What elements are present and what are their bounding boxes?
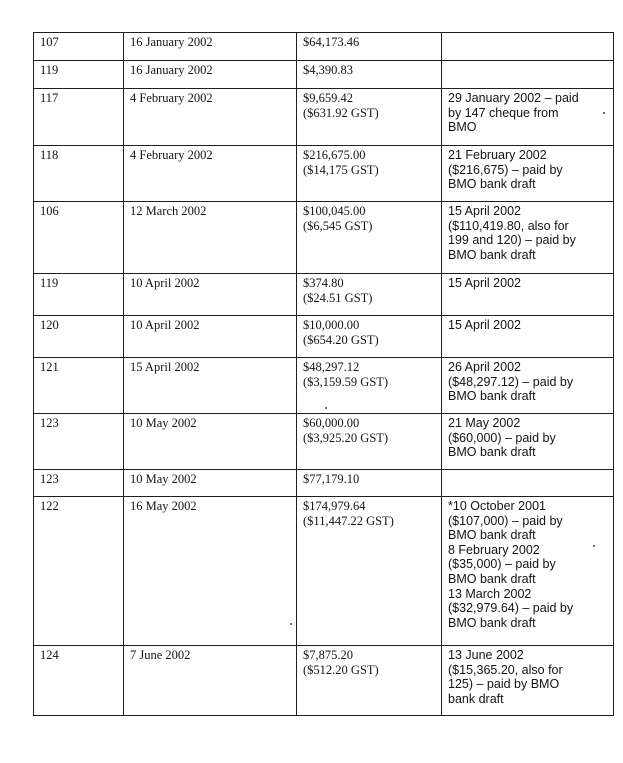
invoice-number-cell: 122 <box>34 497 124 646</box>
payment-line: BMO bank draft <box>448 445 536 460</box>
amount-gst: ($14,175 GST) <box>303 162 379 177</box>
payment-line: *10 October 2001 <box>448 499 546 513</box>
payment-line: BMO bank draft <box>448 247 536 262</box>
table-row <box>34 33 614 61</box>
amount-cell <box>297 89 442 146</box>
payment-line: 15 April 2002 <box>448 276 521 290</box>
payment-line: bank draft <box>448 691 504 706</box>
invoice-date-cell: 10 April 2002 <box>124 316 297 358</box>
amount-gst: ($11,447.22 GST) <box>303 513 394 528</box>
invoice-date-cell: 10 May 2002 <box>124 470 297 497</box>
amount-total: $100,045.00 <box>303 204 366 218</box>
invoice-number-cell: 121 <box>34 358 124 414</box>
payment-line: ($216,675) – paid by <box>448 162 563 177</box>
payment-line: ($110,419.80, also for <box>448 218 569 233</box>
table-row <box>34 146 614 202</box>
payment-details-cell <box>442 274 614 316</box>
amount-cell <box>297 414 442 470</box>
amount-cell <box>297 33 442 61</box>
payment-line: ($32,979.64) – paid by <box>448 601 574 616</box>
amount-cell <box>297 61 442 89</box>
scan-speck <box>325 407 327 409</box>
payment-details-cell <box>442 358 614 414</box>
payment-line: BMO bank draft <box>448 571 536 586</box>
invoice-date-cell: 16 January 2002 <box>124 61 297 89</box>
amount-total: $77,179.10 <box>303 472 360 486</box>
table-row <box>34 61 614 89</box>
payment-line: ($48,297.12) – paid by <box>448 374 574 389</box>
payment-line: ($35,000) – paid by <box>448 557 556 572</box>
scan-speck <box>603 112 605 114</box>
scan-speck <box>593 545 595 547</box>
invoice-date-cell: 10 May 2002 <box>124 414 297 470</box>
payment-line: 26 April 2002 <box>448 360 521 374</box>
table-row <box>34 497 614 646</box>
payment-line: 13 March 2002 <box>448 586 532 601</box>
payment-line: 125) – paid by BMO <box>448 677 560 692</box>
invoice-number-cell: 119 <box>34 274 124 316</box>
scan-speck <box>290 623 292 625</box>
payment-line: BMO bank draft <box>448 615 536 630</box>
payment-details-cell <box>442 146 614 202</box>
payment-line: 15 April 2002 <box>448 204 521 218</box>
table-body <box>34 33 614 716</box>
amount-gst: ($3,925.20 GST) <box>303 430 389 445</box>
invoice-date-cell: 4 February 2002 <box>124 146 297 202</box>
table-row <box>34 414 614 470</box>
payment-line: 21 February 2002 <box>448 148 547 162</box>
invoice-date-cell: 12 March 2002 <box>124 202 297 274</box>
payment-line: BMO bank draft <box>448 528 536 543</box>
payment-details-cell <box>442 61 614 89</box>
amount-gst: ($3,159.59 GST) <box>303 374 389 389</box>
invoice-date-cell: 16 January 2002 <box>124 33 297 61</box>
amount-cell <box>297 470 442 497</box>
payment-details-cell <box>442 89 614 146</box>
payment-details-cell <box>442 316 614 358</box>
table-row <box>34 358 614 414</box>
amount-gst: ($6,545 GST) <box>303 218 373 233</box>
amount-total: $60,000.00 <box>303 416 360 430</box>
invoice-number-cell: 118 <box>34 146 124 202</box>
amount-total: $64,173.46 <box>303 35 360 49</box>
table-row <box>34 89 614 146</box>
payment-line: 13 June 2002 <box>448 648 524 662</box>
payment-line: 29 January 2002 – paid <box>448 91 579 105</box>
payment-line: ($60,000) – paid by <box>448 430 556 445</box>
amount-gst: ($631.92 GST) <box>303 105 379 120</box>
payment-line: 15 April 2002 <box>448 318 521 332</box>
amount-cell <box>297 497 442 646</box>
table-row <box>34 274 614 316</box>
payment-line: by 147 cheque from <box>448 105 559 120</box>
table-row <box>34 646 614 716</box>
amount-total: $7,875.20 <box>303 648 353 662</box>
amount-total: $374.80 <box>303 276 344 290</box>
payment-line: BMO <box>448 120 477 135</box>
invoice-date-cell: 16 May 2002 <box>124 497 297 646</box>
amount-total: $174,979.64 <box>303 499 366 513</box>
table-row <box>34 202 614 274</box>
invoice-number-cell: 124 <box>34 646 124 716</box>
table-row <box>34 470 614 497</box>
amount-cell <box>297 646 442 716</box>
invoice-number-cell: 117 <box>34 89 124 146</box>
payment-line: BMO bank draft <box>448 177 536 192</box>
invoice-number-cell: 120 <box>34 316 124 358</box>
payment-details-cell <box>442 202 614 274</box>
invoice-number-cell: 123 <box>34 470 124 497</box>
invoice-date-cell: 10 April 2002 <box>124 274 297 316</box>
payment-details-cell <box>442 414 614 470</box>
payment-details-cell <box>442 33 614 61</box>
amount-cell <box>297 316 442 358</box>
amount-cell <box>297 202 442 274</box>
invoice-number-cell: 106 <box>34 202 124 274</box>
amount-gst: ($512.20 GST) <box>303 662 379 677</box>
amount-cell <box>297 274 442 316</box>
amount-total: $10,000.00 <box>303 318 360 332</box>
amount-total: $4,390.83 <box>303 63 353 77</box>
payment-line: BMO bank draft <box>448 389 536 404</box>
payment-line: ($15,365.20, also for <box>448 662 563 677</box>
amount-gst: ($24.51 GST) <box>303 290 373 305</box>
invoice-date-cell: 4 February 2002 <box>124 89 297 146</box>
invoice-number-cell: 107 <box>34 33 124 61</box>
invoice-number-cell: 119 <box>34 61 124 89</box>
payment-line: ($107,000) – paid by <box>448 513 563 528</box>
payment-details-cell <box>442 497 614 646</box>
amount-cell <box>297 358 442 414</box>
payment-details-cell <box>442 470 614 497</box>
invoice-payment-table <box>33 32 614 716</box>
invoice-date-cell: 7 June 2002 <box>124 646 297 716</box>
payment-details-cell <box>442 646 614 716</box>
table-row <box>34 316 614 358</box>
amount-gst: ($654.20 GST) <box>303 332 379 347</box>
amount-total: $48,297.12 <box>303 360 360 374</box>
invoice-number-cell: 123 <box>34 414 124 470</box>
payment-line: 199 and 120) – paid by <box>448 233 576 248</box>
payment-line: 21 May 2002 <box>448 416 521 430</box>
invoice-date-cell: 15 April 2002 <box>124 358 297 414</box>
amount-total: $9,659.42 <box>303 91 353 105</box>
payment-line: 8 February 2002 <box>448 542 540 557</box>
amount-total: $216,675.00 <box>303 148 366 162</box>
amount-cell <box>297 146 442 202</box>
